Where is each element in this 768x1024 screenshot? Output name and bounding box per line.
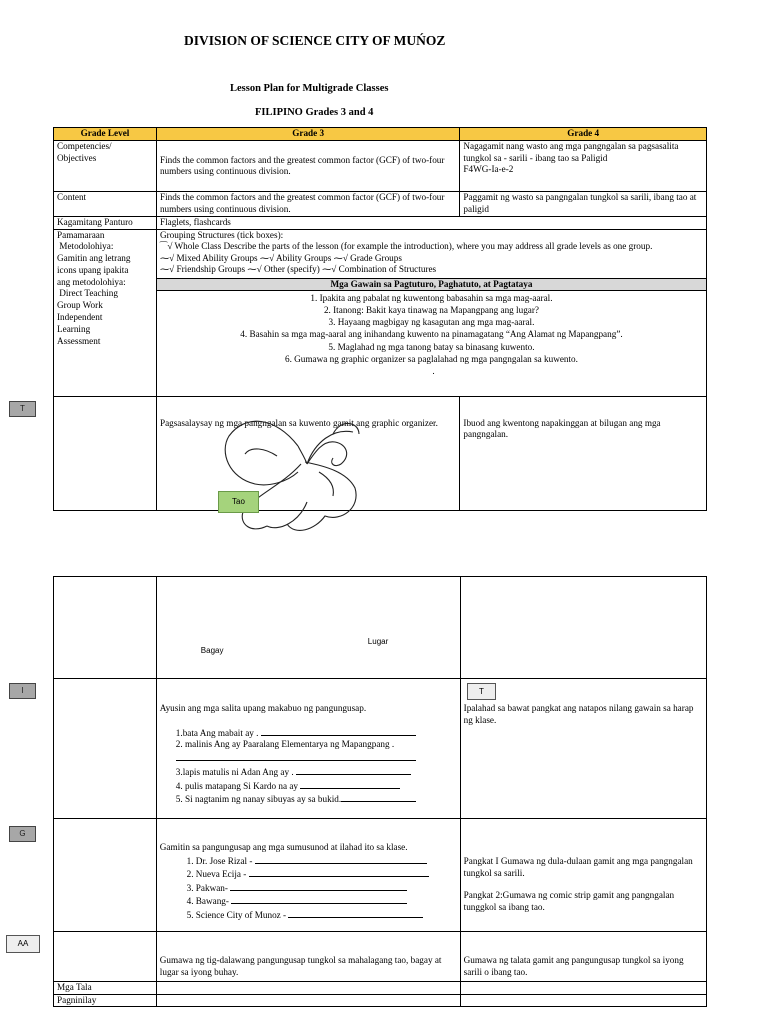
row-i-g3-intro: Ayusin ang mga salita upang makabuo ng pangungusap. [159, 703, 367, 713]
plan-title: Lesson Plan for Multigrade Classes [230, 83, 389, 94]
header-row [54, 128, 707, 141]
row-aa-g3 [156, 932, 460, 982]
competencies-g4: Nagagamit nang wasto ang mga pangngalan sa pagsasalita tungkol sa - sarili - ibang tao sa Paligid F4WG-Ia-e-2 [460, 141, 707, 192]
pagninilay-g3 [156, 994, 460, 1007]
content-g4: Paggamit ng wasto sa pangngalan tungkol sa sarili, ibang tao at paligid [460, 192, 707, 217]
pagninilay-g4 [460, 994, 706, 1007]
pamamaraan-label-3: icons upang ipakita [57, 264, 129, 275]
row-t [54, 396, 707, 510]
grouping-line-3: ⁓√ Friendship Groups ⁓√ Other (specify) ⁓√ Combination of Structures [159, 264, 437, 274]
header-grade-4: Grade 4 [460, 128, 707, 141]
lesson-table-bottom [53, 576, 707, 1007]
pamamaraan-label-5: Direct Teaching [57, 288, 118, 299]
activity-item: 4. Basahin sa mga mag-aaral ang inihandang kuwento na pinamagatang “Ang Alamat ng Mapangpang”. [240, 329, 623, 340]
row-g-g3-list [160, 854, 457, 922]
side-tag-t: T [9, 401, 36, 417]
pagninilay-row [54, 994, 707, 1007]
row-i-g4-text: Ipalahad sa bawat pangkat ang natapos nilang gawain sa harap ng klase. [463, 703, 694, 725]
content-row [54, 192, 707, 217]
row-aa [54, 932, 707, 982]
row-aa-g4 [460, 932, 706, 982]
lugar-label: Lugar [367, 637, 389, 646]
competencies-label: Competencies/ Objectives [54, 141, 157, 192]
kagamitang-value: Flaglets, flashcards [156, 217, 706, 230]
pagninilay-label: Pagninilay [54, 994, 157, 1007]
side-tag-aa: AA [6, 935, 40, 953]
tao-label: Tao [218, 491, 259, 513]
activity-item: 5. Maglahad ng mga tanong batay sa binasang kuwento. [328, 341, 535, 352]
mga-tala-g3 [156, 982, 460, 995]
row-t-g3-text: Pagsasalaysay ng mga pangngalan sa kuwento gamit ang graphic organizer. [159, 417, 438, 428]
box-tag-t: T [467, 683, 496, 700]
row-g-g3-intro: Gamitin sa pangungusap ang mga sumusunod at ilahad ito sa klase. [159, 842, 408, 852]
row-aa-g3-text: Gumawa ng tig-dalawang pangungusap tungkol sa mahalagang tao, bagay at lugar sa iyong buhay. [159, 955, 442, 977]
grouping-block [157, 230, 706, 279]
row-aa-g4-text: Gumawa ng talata gamit ang pangungusap tungkol sa iyong sarili o ibang tao. [463, 955, 684, 977]
row-i-label [54, 679, 157, 819]
row-t-label [54, 396, 157, 510]
pamamaraan-label-9: Assessment [57, 335, 101, 346]
grouping-line-0: Grouping Structures (tick boxes): [159, 229, 284, 240]
pamamaraan-label-8: Learning [57, 323, 91, 334]
lesson-table-top [53, 127, 707, 511]
mga-tala-row [54, 982, 707, 995]
side-tag-i: I [9, 683, 36, 699]
grouping-line-2: ⁓√ Mixed Ability Groups ⁓√ Ability Groups ⁓√ Grade Groups [159, 252, 402, 263]
row-g-g4-p2: Pangkat 2:Gumawa ng comic strip gamit ang pangngalan tunggkol sa ibang tao. [463, 890, 675, 912]
row-g-item: 5. Science City of Munoz - [196, 908, 457, 922]
pamamaraan-label-1: Metodolohiya: [57, 241, 114, 252]
organizer-label [54, 577, 157, 679]
mga-tala-g4 [460, 982, 706, 995]
competencies-g3-text: Finds the common factors and the greatest common factor (GCF) of two-four numbers using continuous division. [159, 154, 445, 176]
reorder-item: 1.bata Ang mabait ay . [176, 726, 457, 740]
reorder-item: 3.lapis matulis ni Adan Ang ay . [176, 765, 457, 779]
row-t-g4-text: Ibuod ang kwentong napakinggan at bilugan ang mga pangngalan. [463, 417, 661, 439]
content-label: Content [54, 192, 157, 217]
division-title: DIVISION OF SCIENCE CITY OF MUŃOZ [184, 33, 446, 48]
side-tag-g: G [9, 826, 36, 842]
grouping-line-1: ⁀√ Whole Class Describe the parts of the lesson (for example the introduction), where you may address all grade levels as one group. [159, 241, 653, 251]
pamamaraan-label-2: Gamitin ang letrang [57, 253, 131, 264]
reorder-item-line [176, 751, 457, 765]
butterfly-graphic [215, 412, 365, 552]
activities-title: Mga Gawain sa Pagtuturo, Paghatuto, at Pagtataya [157, 279, 706, 291]
activity-item: 2. Itanong: Bakit kaya tinawag na Mapangpang ang lugar? [323, 304, 540, 315]
header-grade-3: Grade 3 [156, 128, 459, 141]
row-g-label [54, 819, 157, 932]
row-g-g3 [156, 819, 460, 932]
pamamaraan-label-7: Independent [57, 312, 103, 323]
kagamitang-label: Kagamitang Panturo [54, 217, 157, 230]
subject-title: FILIPINO Grades 3 and 4 [255, 107, 374, 118]
reorder-item: 2. malinis Ang ay Paaralang Elementarya ng Mapangpang . [175, 739, 395, 750]
row-g-g4 [460, 819, 706, 932]
pamamaraan-body [156, 229, 706, 396]
pamamaraan-row [54, 229, 707, 396]
pamamaraan-label-0: Pamamaraan [57, 229, 105, 240]
reorder-item: 5. Si nagtanim ng nanay sibuyas ay sa bukid. [176, 792, 457, 806]
content-g3: Finds the common factors and the greatest common factor (GCF) of two-four numbers using continuous division. [156, 192, 459, 217]
bagay-label: Bagay [200, 646, 224, 655]
header-grade-level: Grade Level [54, 128, 157, 141]
activity-item: 3. Hayaang magbigay ng kasagutan ang mga mag-aaral. [328, 317, 535, 328]
competencies-row [54, 141, 707, 192]
pamamaraan-label-6: Group Work [57, 300, 103, 311]
row-i-g4 [460, 679, 706, 819]
reorder-item: 4. pulis matapang Si Kardo na ay [176, 779, 457, 793]
organizer-g4 [460, 577, 706, 679]
kagamitang-row [54, 217, 707, 230]
row-i [54, 679, 707, 819]
competencies-g3 [156, 141, 459, 192]
row-g-item: 1. Dr. Jose Rizal - [196, 854, 457, 868]
row-g-item: 4. Bawang- [196, 894, 457, 908]
pamamaraan-label-4: ang metodolohiya: [57, 276, 126, 287]
row-g [54, 819, 707, 932]
activities-list [157, 291, 706, 378]
mga-tala-label: Mga Tala [54, 982, 157, 995]
pamamaraan-label [54, 229, 157, 396]
row-i-g3 [156, 679, 460, 819]
row-aa-label [54, 932, 157, 982]
row-g-item: 2. Nueva Ecija - [196, 867, 457, 881]
row-t-g4 [460, 396, 707, 510]
activity-dot: . [432, 366, 435, 377]
organizer-row [54, 577, 707, 679]
activity-item: 1. Ipakita ang pabalat ng kuwentong babasahin sa mga mag-aaral. [310, 292, 553, 303]
row-g-g4-p1: Pangkat I Gumawa ng dula-dulaan gamit ang mga pangngalan tungkol sa sarili. [463, 856, 693, 878]
organizer-g3 [156, 577, 460, 679]
activity-item: 6. Gumawa ng graphic organizer sa paglalahad ng mga pangngalan sa kuwento. [284, 353, 578, 364]
row-g-item: 3. Pakwan- [196, 881, 457, 895]
